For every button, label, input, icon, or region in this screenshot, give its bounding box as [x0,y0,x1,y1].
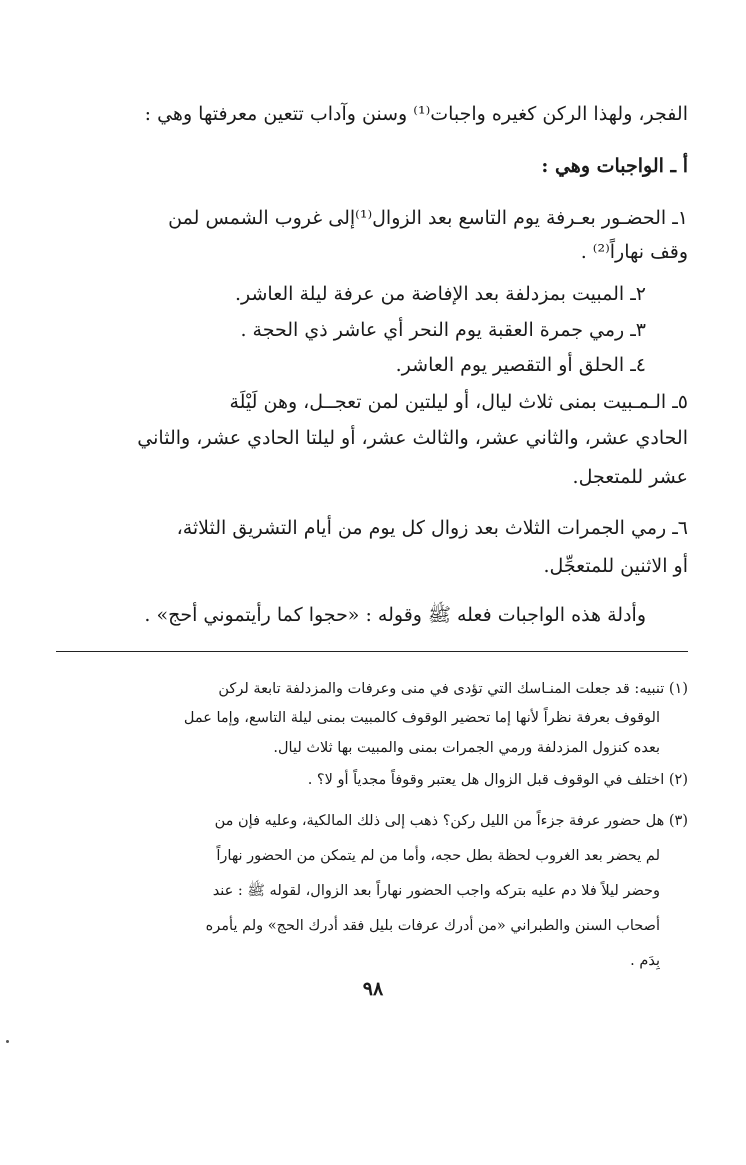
footnote-3-line-3: وحضر ليلاً فلا دم عليه بتركه واجب الحضور نهاراً بعد الزوال، لقوله ﷺ : عند [212,883,660,899]
obligation-3: ٣ـ رمي جمرة العقبة يوم النحر أي عاشر ذي الحجة . [240,319,646,341]
obligation-5-line-1: ٥ـ الـمـبيت بمنى ثلاث ليال، أو ليلتين لمن تعجــل، وهن لَيْلَة [229,391,688,413]
footnote-1-line-1: (١) تنبيه: قد جعلت المنـاسك التي تؤدى في منى وعرفات والمزدلفة تابعة لركن [218,681,688,697]
obligation-4: ٤ـ الحلق أو التقصير يوم العاشر. [395,354,646,376]
footnote-1-line-2: الوقوف بعرفة نظراً لأنها إما تحضير الوقوف كالمبيت بمنى ليلة التاسع، وإما عمل [183,710,660,726]
page-number: ٩٨ [362,978,384,1000]
footnote-3-line-2: لم يحضر بعد الغروب لحظة بطل حجه، وأما من لم يتمكن من الحضور نهاراً [216,848,660,864]
paragraph-intro-line: الفجر، ولهذا الركن كغيره واجبات⁽¹⁾ وسنن وآداب تتعين معرفتها وهي : [144,103,688,125]
obligation-5-line-3: عشر للمتعجل. [572,466,688,488]
footnote-3-line-5: بِدَم . [630,953,660,969]
obligation-5-line-2: الحادي عشر، والثاني عشر، والثالث عشر، أو ليلتا الحادي عشر، والثاني [137,427,688,449]
obligation-6-line-1: ٦ـ رمي الجمرات الثلاث بعد زوال كل يوم من أيام التشريق الثلاثة، [176,517,688,539]
obligation-2: ٢ـ المبيت بمزدلفة بعد الإفاضة من عرفة ليلة العاشر. [234,283,646,305]
obligation-6-line-2: أو الاثنين للمتعجِّل. [543,555,688,577]
footnote-separator [56,651,688,652]
footnote-3-line-1: (٣) هل حضور عرفة جزءاً من الليل ركن؟ ذهب إلى ذلك المالكية، وعليه فإن من [214,813,688,829]
obligation-1-line-2: وقف نهاراً⁽²⁾ . [580,241,688,263]
scan-speck [6,1040,9,1043]
section-heading-obligations: أ ـ الواجبات وهي : [541,155,688,177]
footnote-3-line-4: أصحاب السنن والطبراني «من أدرك عرفات بليل فقد أدرك الحج» ولم يأمره [205,918,660,934]
footnote-2: (٢) اختلف في الوقوف قبل الزوال هل يعتبر وقوفاً مجدياً أو لا؟ . [307,772,688,788]
footnote-1-line-3: بعده كنزول المزدلفة ورمي الجمرات بمنى والمبيت بها ثلاث ليال. [273,740,660,756]
evidence-paragraph: وأدلة هذه الواجبات فعله ﷺ وقوله : «حجوا كما رأيتموني أحج» . [144,604,646,626]
obligation-1-line-1: ١ـ الحضـور بعـرفة يوم التاسع بعد الزوال⁽¹⁾إلى غروب الشمس لمن [168,207,688,229]
